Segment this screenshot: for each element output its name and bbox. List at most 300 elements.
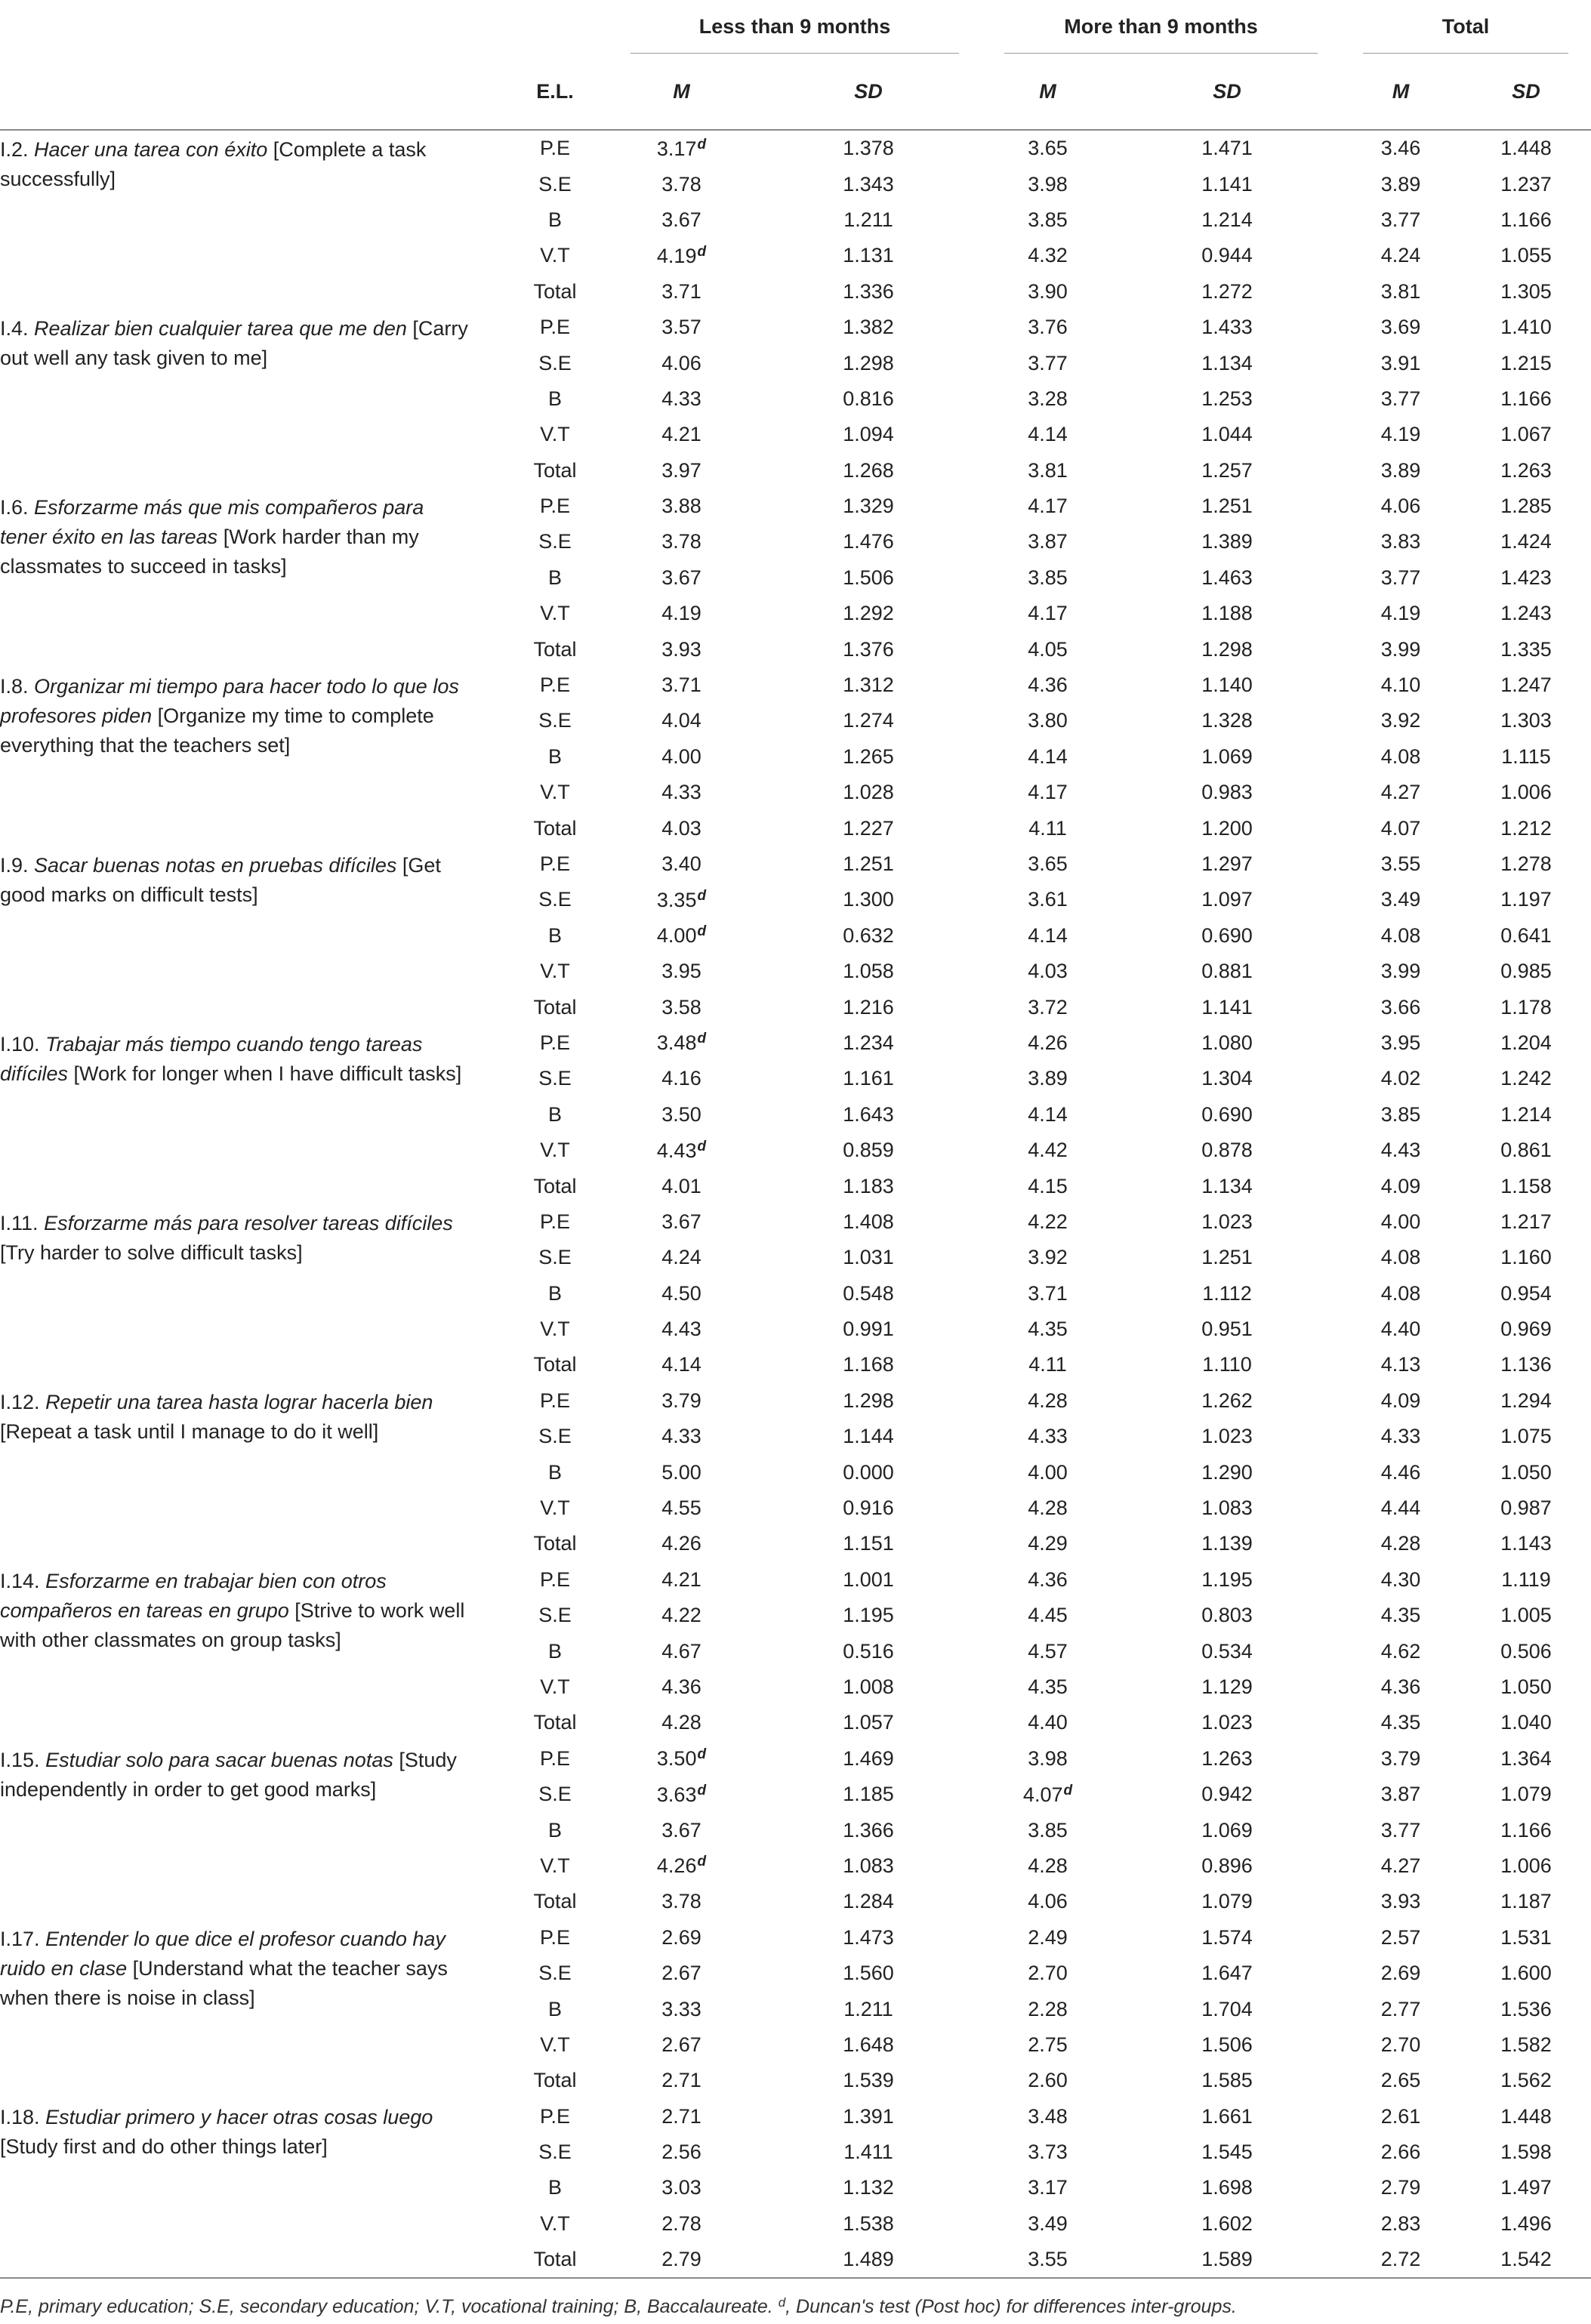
m-more-cell xyxy=(982,810,1114,846)
item-label xyxy=(0,310,502,489)
cell-value: 3.95 xyxy=(661,960,701,983)
sd-total-cell: 1.079 xyxy=(1500,1783,1552,1806)
sd-less-cell: 1.268 xyxy=(843,458,894,482)
cell-value: 4.26 xyxy=(661,1532,701,1555)
sd-more-cell: 1.389 xyxy=(1201,530,1253,553)
sd-more-cell: 1.471 xyxy=(1201,137,1253,160)
cell-value: 4.36 xyxy=(1028,1567,1068,1591)
m-more-cell xyxy=(982,596,1114,631)
sd-total-cell: 1.067 xyxy=(1500,423,1552,446)
level-cell: S.E xyxy=(538,172,572,196)
cell-value: 3.79 xyxy=(661,1389,701,1412)
cell-value: 3.67 xyxy=(661,208,701,231)
cell-value: 3.98 xyxy=(1028,1746,1068,1770)
level-cell: P.E xyxy=(539,2104,571,2128)
m-total-cell: 4.43 xyxy=(1380,1139,1421,1162)
sd-total-cell: 1.364 xyxy=(1500,1746,1552,1770)
item-code: I.17. xyxy=(0,1927,40,1950)
m-less-cell xyxy=(608,1311,755,1347)
item-spanish-text: Sacar buenas notas en pruebas difíciles xyxy=(34,853,397,877)
cell-value: 4.28 xyxy=(1028,1389,1068,1412)
cell-value: 4.14 xyxy=(1028,423,1068,446)
m-less-cell xyxy=(608,739,755,775)
sd-less-cell: 1.183 xyxy=(843,1174,894,1197)
sd-more-cell: 1.297 xyxy=(1201,852,1253,875)
m-less-cell xyxy=(608,775,755,810)
level-cell: V.T xyxy=(540,1496,570,1520)
m-total-cell: 2.57 xyxy=(1380,1925,1421,1949)
cell-value: 4.36 xyxy=(1028,673,1068,697)
sd-total-cell: 1.055 xyxy=(1500,244,1552,267)
cell-value: 4.26 xyxy=(656,1854,697,1878)
table-row xyxy=(0,667,1591,703)
m-more-cell xyxy=(982,1526,1114,1561)
cell-value: 4.05 xyxy=(1028,637,1068,661)
m-total-cell: 3.99 xyxy=(1380,960,1421,983)
m-more-cell xyxy=(982,954,1114,989)
sd-less-cell: 1.131 xyxy=(843,244,894,267)
cell-value: 3.40 xyxy=(661,852,701,875)
sd-more-cell: 0.690 xyxy=(1201,1102,1253,1126)
cell-value: 3.50 xyxy=(656,1747,697,1771)
sd-less-cell: 1.195 xyxy=(843,1604,894,1627)
m-more-cell xyxy=(982,2206,1114,2242)
m-less-cell xyxy=(608,1633,755,1669)
cell-value: 2.49 xyxy=(1028,1925,1068,1949)
cell-value: 4.28 xyxy=(661,1711,701,1734)
sd-less-cell: 0.991 xyxy=(843,1318,894,1341)
m-total-cell: 3.89 xyxy=(1380,172,1421,196)
sd-less-cell: 1.391 xyxy=(843,2104,894,2128)
level-cell: V.T xyxy=(540,1675,570,1698)
sd-total-cell: 1.303 xyxy=(1500,709,1552,732)
item-spanish-text: Esforzarme más que mis compañeros para tener éxito en las tareas xyxy=(0,495,424,548)
sd-total-cell: 1.006 xyxy=(1500,1854,1552,1877)
level-cell: P.E xyxy=(539,495,571,518)
sd-less-cell: 1.408 xyxy=(843,1210,894,1233)
cell-value: 2.78 xyxy=(661,2211,701,2235)
item-label xyxy=(0,1920,502,2099)
m-more-cell xyxy=(982,1311,1114,1347)
m-more-cell xyxy=(982,667,1114,703)
group-less-than-9-months: Less than 9 months xyxy=(698,14,891,38)
m-total-cell: 4.08 xyxy=(1380,1281,1421,1305)
level-cell: V.T xyxy=(540,423,570,446)
cell-value: 3.61 xyxy=(1028,888,1068,911)
cell-value: 3.67 xyxy=(661,566,701,589)
cell-value: 3.48 xyxy=(1028,2104,1068,2128)
sd-total-cell: 1.410 xyxy=(1500,316,1552,339)
m-total-cell: 4.46 xyxy=(1380,1460,1421,1484)
sd-less-cell: 1.132 xyxy=(843,2176,894,2199)
m-more-cell xyxy=(982,417,1114,452)
sd-less-cell: 1.144 xyxy=(843,1425,894,1448)
cell-value: 3.78 xyxy=(661,1890,701,1913)
m-more-cell xyxy=(982,1956,1114,1991)
m-more-cell xyxy=(982,1168,1114,1204)
sd-less-cell: 1.538 xyxy=(843,2211,894,2235)
sd-total-cell: 1.598 xyxy=(1500,2141,1552,2164)
cell-value: 2.60 xyxy=(1028,2069,1068,2092)
sd-total-cell: 1.424 xyxy=(1500,530,1552,553)
m-total-cell: 2.77 xyxy=(1380,1997,1421,2020)
m-total-cell: 4.13 xyxy=(1380,1353,1421,1376)
cell-value: 4.67 xyxy=(661,1639,701,1663)
sd-less-cell: 0.516 xyxy=(843,1639,894,1663)
cell-value: 4.26 xyxy=(1028,1031,1068,1054)
level-cell: V.T xyxy=(540,244,570,267)
cell-value: 3.58 xyxy=(661,995,701,1019)
m-more-cell xyxy=(982,775,1114,810)
sd-less-cell: 1.469 xyxy=(843,1746,894,1770)
cell-value: 4.50 xyxy=(661,1281,701,1305)
m-less-cell xyxy=(608,954,755,989)
m-less-cell xyxy=(608,1419,755,1454)
m-more-cell xyxy=(982,310,1114,345)
m-more-cell xyxy=(982,2134,1114,2170)
sd-more-cell: 0.896 xyxy=(1201,1854,1253,1877)
item-label xyxy=(0,130,502,310)
cell-value: 2.67 xyxy=(661,2033,701,2056)
sd-total-cell: 1.166 xyxy=(1500,387,1552,410)
m-less-cell xyxy=(608,2170,755,2205)
sd-total-cell: 1.119 xyxy=(1501,1567,1551,1591)
cell-value: 4.06 xyxy=(1028,1890,1068,1913)
sd-less-cell: 1.168 xyxy=(843,1353,894,1376)
sd-less-cell: 1.161 xyxy=(843,1067,894,1090)
sd-total-cell: 1.166 xyxy=(1500,208,1552,231)
level-cell: Total xyxy=(533,1532,577,1555)
level-cell: Total xyxy=(533,637,577,661)
item-spanish-text: Repetir una tarea hasta lograr hacerla bien xyxy=(45,1390,433,1413)
cell-value: 4.14 xyxy=(1028,744,1068,768)
sd-less-cell: 1.298 xyxy=(843,1389,894,1412)
sd-more-cell: 0.951 xyxy=(1201,1318,1253,1341)
sd-more-cell: 1.298 xyxy=(1201,637,1253,661)
item-english-text: [Study independently in order to get good marks] xyxy=(0,1748,457,1801)
table-footnote xyxy=(0,2295,1591,2318)
m-less-cell xyxy=(608,810,755,846)
level-cell: B xyxy=(547,1997,562,2020)
level-cell: S.E xyxy=(538,1783,572,1806)
sd-more-cell: 1.698 xyxy=(1201,2176,1253,2199)
sd-less-cell: 1.234 xyxy=(843,1031,894,1054)
sd-total-cell: 1.217 xyxy=(1500,1210,1552,1233)
m-less-cell xyxy=(608,2027,755,2063)
cell-value: 2.69 xyxy=(661,1925,701,1949)
m-less-cell xyxy=(608,1741,755,1777)
sd-total-cell: 1.496 xyxy=(1500,2211,1552,2235)
m-less-cell xyxy=(608,846,755,882)
sd-total-cell: 1.582 xyxy=(1500,2033,1552,2056)
m-more-cell xyxy=(982,1633,1114,1669)
item-english-text: [Strive to work well with other classmates on group tasks] xyxy=(0,1598,465,1651)
significance-mark: d xyxy=(697,887,707,904)
item-label xyxy=(0,489,502,667)
sd-more-cell: 1.251 xyxy=(1201,1246,1253,1269)
cell-value: 4.04 xyxy=(661,709,701,732)
m-more-cell xyxy=(982,238,1114,273)
sd-less-cell: 1.028 xyxy=(843,781,894,804)
m-more-cell xyxy=(982,1061,1114,1096)
sd-less-cell: 1.336 xyxy=(843,279,894,303)
sd-total-cell: 1.215 xyxy=(1500,351,1552,374)
level-cell: Total xyxy=(533,1711,577,1734)
m-total-cell: 3.92 xyxy=(1380,709,1421,732)
cell-value: 3.87 xyxy=(1028,530,1068,553)
m-total-cell: 2.70 xyxy=(1380,2033,1421,2056)
level-cell: B xyxy=(547,923,562,947)
m-less-cell xyxy=(608,1920,755,1956)
cell-value: 4.35 xyxy=(1028,1675,1068,1698)
level-cell: P.E xyxy=(539,1925,571,1949)
cell-value: 3.57 xyxy=(661,316,701,339)
m-less-cell xyxy=(608,1097,755,1133)
table-row xyxy=(0,1025,1591,1061)
cell-value: 4.17 xyxy=(1028,602,1068,625)
level-cell: Total xyxy=(533,816,577,840)
significance-mark: d xyxy=(1063,1782,1073,1798)
m-total-cell: 2.83 xyxy=(1380,2211,1421,2235)
level-cell: Total xyxy=(533,279,577,303)
sd-less-cell: 1.094 xyxy=(843,423,894,446)
level-cell: Total xyxy=(533,1353,577,1376)
cell-value: 4.33 xyxy=(1028,1425,1068,1448)
cell-value: 4.19 xyxy=(656,244,697,267)
m-more-cell xyxy=(982,381,1114,417)
item-spanish-text: Estudiar solo para sacar buenas notas xyxy=(45,1748,393,1771)
m-total-cell: 4.28 xyxy=(1380,1532,1421,1555)
item-english-text: [Get good marks on difficult tests] xyxy=(0,853,441,906)
sd-less-cell: 0.816 xyxy=(843,387,894,410)
sd-total-cell: 1.158 xyxy=(1500,1174,1552,1197)
m-less-cell xyxy=(608,918,755,954)
level-cell: S.E xyxy=(538,2141,572,2164)
m-more-cell xyxy=(982,130,1114,166)
m-total-cell: 3.66 xyxy=(1380,995,1421,1019)
m-total-cell: 4.33 xyxy=(1380,1425,1421,1448)
m-less-cell xyxy=(608,2242,755,2278)
m-less-cell xyxy=(608,2134,755,2170)
sd-total-cell: 1.263 xyxy=(1500,458,1552,482)
m-less-cell xyxy=(608,1061,755,1096)
m-more-cell xyxy=(982,1133,1114,1168)
cell-value: 3.85 xyxy=(1028,566,1068,589)
item-label xyxy=(0,1562,502,1741)
cell-value: 4.35 xyxy=(1028,1318,1068,1341)
item-spanish-text: Hacer una tarea con éxito xyxy=(34,138,268,161)
cell-value: 3.78 xyxy=(661,530,701,553)
sd-less-cell: 1.031 xyxy=(843,1246,894,1269)
sd-more-cell: 1.263 xyxy=(1201,1746,1253,1770)
m-total-cell: 3.91 xyxy=(1380,351,1421,374)
sd-total-cell: 1.197 xyxy=(1500,888,1552,911)
sd-total-cell: 1.050 xyxy=(1500,1460,1552,1484)
sd-total-cell: 0.985 xyxy=(1500,960,1552,983)
level-cell: S.E xyxy=(538,1962,572,1985)
cell-value: 4.07 xyxy=(1022,1783,1063,1806)
m-more-cell xyxy=(982,1240,1114,1275)
table-row xyxy=(0,130,1591,166)
m-total-cell: 3.46 xyxy=(1380,137,1421,160)
item-spanish-text: Esforzarme más para resolver tareas difíciles xyxy=(44,1211,453,1234)
m-less-cell xyxy=(608,2063,755,2098)
sd-less-cell: 1.083 xyxy=(843,1854,894,1877)
m-total-cell: 4.19 xyxy=(1380,602,1421,625)
m-less-cell xyxy=(608,560,755,596)
cell-value: 5.00 xyxy=(661,1460,701,1484)
sd-total-cell: 1.531 xyxy=(1500,1925,1552,1949)
item-english-text: [Complete a task successfully] xyxy=(0,138,427,190)
sd-more-cell: 1.195 xyxy=(1201,1567,1253,1591)
sd-more-cell: 1.647 xyxy=(1201,1962,1253,1985)
sd-less-cell: 1.284 xyxy=(843,1890,894,1913)
cell-value: 3.98 xyxy=(1028,172,1068,196)
m-total-cell: 4.35 xyxy=(1380,1604,1421,1627)
significance-mark: d xyxy=(697,243,707,260)
sd-more-cell: 1.272 xyxy=(1201,279,1253,303)
m-less-cell xyxy=(608,524,755,559)
cell-value: 3.71 xyxy=(661,673,701,697)
m-total-cell: 2.66 xyxy=(1380,2141,1421,2164)
item-english-text: [Work for longer when I have difficult tasks] xyxy=(73,1062,462,1085)
m-less-cell xyxy=(608,1204,755,1240)
level-cell: V.T xyxy=(540,2211,570,2235)
item-spanish-text: Trabajar más tiempo cuando tengo tareas difíciles xyxy=(0,1032,423,1085)
cell-value: 4.03 xyxy=(661,816,701,840)
m-total-cell: 4.44 xyxy=(1380,1496,1421,1520)
sd-less-cell: 1.265 xyxy=(843,744,894,768)
cell-value: 3.81 xyxy=(1028,458,1068,482)
m-less-cell xyxy=(608,1705,755,1740)
level-cell: P.E xyxy=(539,1031,571,1054)
sd-total-cell: 1.212 xyxy=(1500,816,1552,840)
m-more-cell xyxy=(982,453,1114,489)
cell-value: 3.73 xyxy=(1028,2141,1068,2164)
m-total-cell: 2.79 xyxy=(1380,2176,1421,2199)
sd-more-cell: 0.534 xyxy=(1201,1639,1253,1663)
table-body xyxy=(0,130,1591,2315)
level-cell: V.T xyxy=(540,2033,570,2056)
m-less-cell xyxy=(608,202,755,238)
m-more-cell xyxy=(982,202,1114,238)
sd-more-cell: 1.044 xyxy=(1201,423,1253,446)
level-cell: P.E xyxy=(539,1567,571,1591)
m-total-cell: 4.27 xyxy=(1380,1854,1421,1877)
cell-value: 3.48 xyxy=(656,1031,697,1055)
m-more-cell xyxy=(982,1848,1114,1884)
m-more-cell xyxy=(982,166,1114,202)
m-total-cell: 4.62 xyxy=(1380,1639,1421,1663)
sd-total-cell: 1.536 xyxy=(1500,1997,1552,2020)
table-row xyxy=(0,310,1591,345)
cell-value: 3.80 xyxy=(1028,709,1068,732)
cell-value: 4.16 xyxy=(661,1067,701,1090)
m-more-cell xyxy=(982,1204,1114,1240)
sd-more-cell: 0.690 xyxy=(1201,923,1253,947)
item-code: I.18. xyxy=(0,2106,40,2129)
sd-less-cell: 1.211 xyxy=(843,208,893,231)
sd-less-cell: 1.343 xyxy=(843,172,894,196)
sd-less-cell: 1.001 xyxy=(843,1567,894,1591)
sd-total-cell: 0.861 xyxy=(1500,1139,1552,1162)
sd-less-cell: 1.378 xyxy=(843,137,894,160)
m-more-cell xyxy=(982,1884,1114,1919)
sd-less-cell: 1.411 xyxy=(843,2141,893,2164)
cell-value: 4.14 xyxy=(1028,1102,1068,1126)
sd-more-cell: 1.545 xyxy=(1201,2141,1253,2164)
cell-value: 3.65 xyxy=(1028,137,1068,160)
level-cell: V.T xyxy=(540,1318,570,1341)
cell-value: 2.71 xyxy=(661,2069,701,2092)
cell-value: 3.67 xyxy=(661,1210,701,1233)
sd-total-cell: 0.506 xyxy=(1500,1639,1552,1663)
m-total-cell: 4.36 xyxy=(1380,1675,1421,1698)
m-more-cell xyxy=(982,2063,1114,2098)
sd-more-cell: 1.079 xyxy=(1201,1890,1253,1913)
sd-less-cell: 1.489 xyxy=(843,2248,894,2271)
sd-total-cell: 1.285 xyxy=(1500,495,1552,518)
footnote-text: P.E, primary education; S.E, secondary education; V.T, vocational training; B, Baccalaureate. xyxy=(0,2296,773,2317)
cell-value: 3.93 xyxy=(661,637,701,661)
group-more-than-9-months: More than 9 months xyxy=(1064,14,1258,38)
sd-total-cell: 1.204 xyxy=(1500,1031,1552,1054)
sd-more-cell: 1.304 xyxy=(1201,1067,1253,1090)
cell-value: 3.49 xyxy=(1028,2211,1068,2235)
sd-total-cell: 1.242 xyxy=(1500,1067,1552,1090)
sd-less-cell: 1.506 xyxy=(843,566,894,589)
cell-value: 3.35 xyxy=(656,888,697,911)
level-cell: B xyxy=(547,208,562,231)
m-total-cell: 4.24 xyxy=(1380,244,1421,267)
sd-total-cell: 1.305 xyxy=(1500,279,1552,303)
cell-value: 4.00 xyxy=(656,924,697,948)
col-m-more: M xyxy=(982,54,1114,130)
level-cell: P.E xyxy=(539,852,571,875)
m-less-cell xyxy=(608,345,755,381)
item-english-text: [Repeat a task until I manage to do it well] xyxy=(0,1419,379,1443)
m-more-cell xyxy=(982,1991,1114,2027)
level-cell: S.E xyxy=(538,1425,572,1448)
significance-mark: d xyxy=(697,1138,707,1154)
sd-less-cell: 1.008 xyxy=(843,1675,894,1698)
m-total-cell: 3.79 xyxy=(1380,1746,1421,1770)
m-total-cell: 3.55 xyxy=(1380,852,1421,875)
item-label xyxy=(0,667,502,846)
m-less-cell xyxy=(608,1848,755,1884)
cell-value: 2.28 xyxy=(1028,1997,1068,2020)
item-english-text: [Organize my time to complete everything that the teachers set] xyxy=(0,704,434,757)
m-less-cell xyxy=(608,1598,755,1633)
m-less-cell xyxy=(608,667,755,703)
cell-value: 2.75 xyxy=(1028,2033,1068,2056)
m-total-cell: 2.69 xyxy=(1380,1962,1421,1985)
m-total-cell: 3.83 xyxy=(1380,530,1421,553)
sd-more-cell: 0.881 xyxy=(1201,960,1253,983)
m-total-cell: 2.61 xyxy=(1380,2104,1421,2128)
item-spanish-text: Entender lo que dice el profesor cuando hay ruido en clase xyxy=(0,1927,446,1980)
cell-value: 4.45 xyxy=(1028,1604,1068,1627)
m-less-cell xyxy=(608,1276,755,1311)
item-label xyxy=(0,1204,502,1383)
level-cell: B xyxy=(547,566,562,589)
cell-value: 3.72 xyxy=(1028,995,1068,1019)
cell-value: 3.17 xyxy=(656,137,697,160)
level-cell: B xyxy=(547,744,562,768)
item-code: I.4. xyxy=(0,316,29,340)
cell-value: 4.03 xyxy=(1028,960,1068,983)
m-total-cell: 4.09 xyxy=(1380,1174,1421,1197)
